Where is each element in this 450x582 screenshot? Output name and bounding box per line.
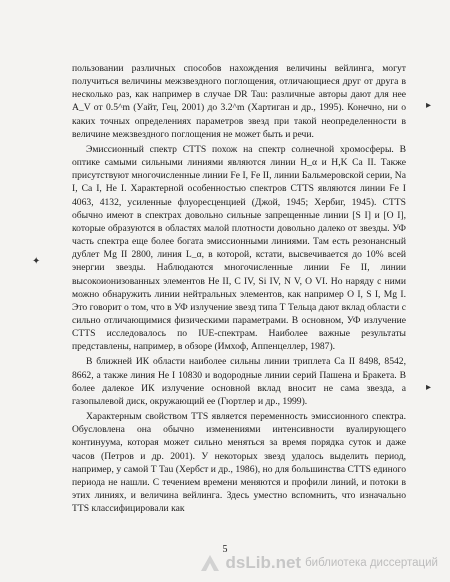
body-text (72, 62, 406, 515)
scan-mark-icon: ▸ (426, 382, 432, 393)
paragraph-1: пользовании различных способов нахождения величины вейлинга, могут получиться величины межзвездного поглощения, отличающиеся друг от друга в несколько раз, как например в случае DR Tau: различные авторы дают для нее A_V от 0.5^m (Уайт, Гец, 2001) до 3.2^m (Хартиган и др., 1995). Конечно, ни о каких точных определениях параметров звезд при такой неопределенности в величине межзвездного поглощения не может быть и речи. (72, 63, 406, 140)
watermark-site: dsLib.net (225, 553, 302, 572)
logo-icon (198, 552, 222, 574)
scan-mark-icon: ✦ (32, 256, 41, 267)
watermark-caption: библиотека диссертаций (305, 557, 438, 569)
paragraph-2: Эмиссионный спектр CTTS похож на спектр солнечной хромосферы. В оптике самыми сильными линиями являются линии H_α и H,K Ca II. Также присутствуют многочисленные линии Fe I, Fe II, линии Бальмеровской серии, Na I, Ca I, He I. Характерной особенностью спектров CTTS являются линии Fe I 4063, 4132, усиленные флуоресценцией (Джой, 1945; Хербиг, 1945). CTTS обычно имеют в спектрах довольно сильные запрещенные линии [S I] и [O I], которые образуются в областях малой плотности довольно далеко от звезды. УФ часть спектра еще более богата эмиссионными линиями. Там есть резонансный дублет Mg II 2800, линия L_α, в которой, кстати, высвечивается до 10% всей энергии звезды. Наблюдаются многочисленные линии Fe II, линии высокоионизованных элементов He II, C IV, Si IV, N V, O VI. Но наряду с ними можно обнаружить линии нейтральных элементов, как например O I, S I, Mg I. Это говорит о том, что в УФ излучение звезд типа Т Тельца дают вклад области с сильно отличающимися физическими параметрами. В основном, УФ излучение CTTS исследовалось по IUE-спектрам. Наиболее важные результаты представлены, например, в обзоре (Имхоф, Аппенцеллер, 1987). (72, 143, 406, 353)
page-number: 5 (222, 544, 228, 555)
watermark-logo (198, 552, 438, 574)
scan-mark-icon: ▸ (426, 100, 432, 111)
paragraph-4: Характерным свойством TTS является переменность эмиссионного спектра. Обусловлена она обычно изменениями интенсивности вуалирующего континуума, которая может сильно меняться за время порядка суток и даже часов (Петров и др. 2001). У некоторых звезд удалось выделить период, например, у самой Т Tau (Хербст и др., 1986), но для большинства CTTS единого периода не нашли. С течением времени меняются и профили линий, и потоки в этих линиях, и величина вейлинга. Здесь уместно вспомнить, что изначально TTS классифицировали как (72, 411, 406, 515)
paragraph-3: В ближней ИК области наиболее сильны линии триплета Ca II 8498, 8542, 8662, а также линия He I 10830 и водородные линии серий Пашена и Бракета. В более далекое ИК излучение основной вклад вносит не сама звезда, а газопылевой диск, окружающий ее (Гюртлер и др., 1999). (72, 356, 406, 407)
